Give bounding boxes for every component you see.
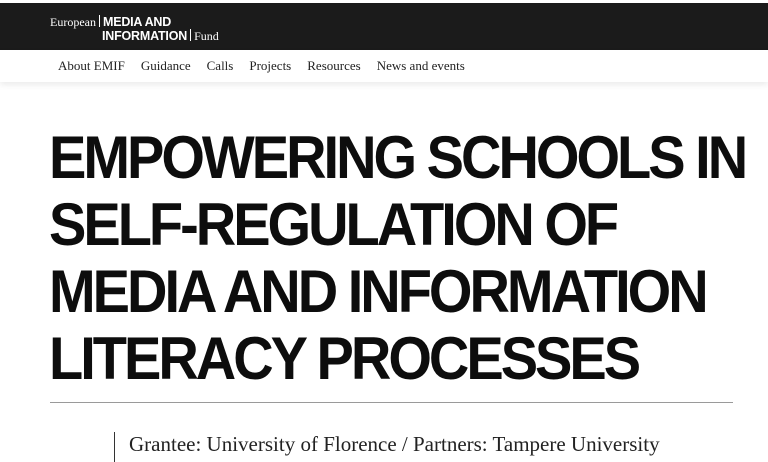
- logo-separator: [190, 29, 191, 41]
- nav-item-news-and-events[interactable]: News and events: [376, 58, 465, 73]
- divider: [50, 402, 733, 403]
- site-logo[interactable]: [50, 13, 220, 43]
- logo-european: European: [50, 15, 96, 29]
- nav-item-projects[interactable]: Projects: [249, 58, 292, 73]
- logo-fund: Fund: [194, 29, 219, 43]
- logo-separator: [99, 15, 100, 27]
- site-header: [0, 0, 768, 50]
- logo-media-and: MEDIA AND: [102, 15, 172, 29]
- nav-list: [58, 58, 481, 74]
- page-title: EMPOWERING SCHOOLS IN SELF-REGULATION OF MEDIA AND INFORMATION LITERACY PROCESSES: [49, 122, 746, 392]
- main-nav: [0, 50, 768, 82]
- logo-line-2: [102, 27, 219, 45]
- logo-information: INFORMATION: [102, 29, 188, 43]
- nav-item-calls[interactable]: Calls: [206, 58, 234, 73]
- nav-item-resources[interactable]: Resources: [307, 58, 361, 73]
- nav-item-guidance[interactable]: Guidance: [140, 58, 191, 73]
- project-meta: Grantee: University of Florence / Partners: Tampere University: [114, 432, 768, 462]
- nav-item-about-emif[interactable]: About EMIF: [58, 58, 125, 73]
